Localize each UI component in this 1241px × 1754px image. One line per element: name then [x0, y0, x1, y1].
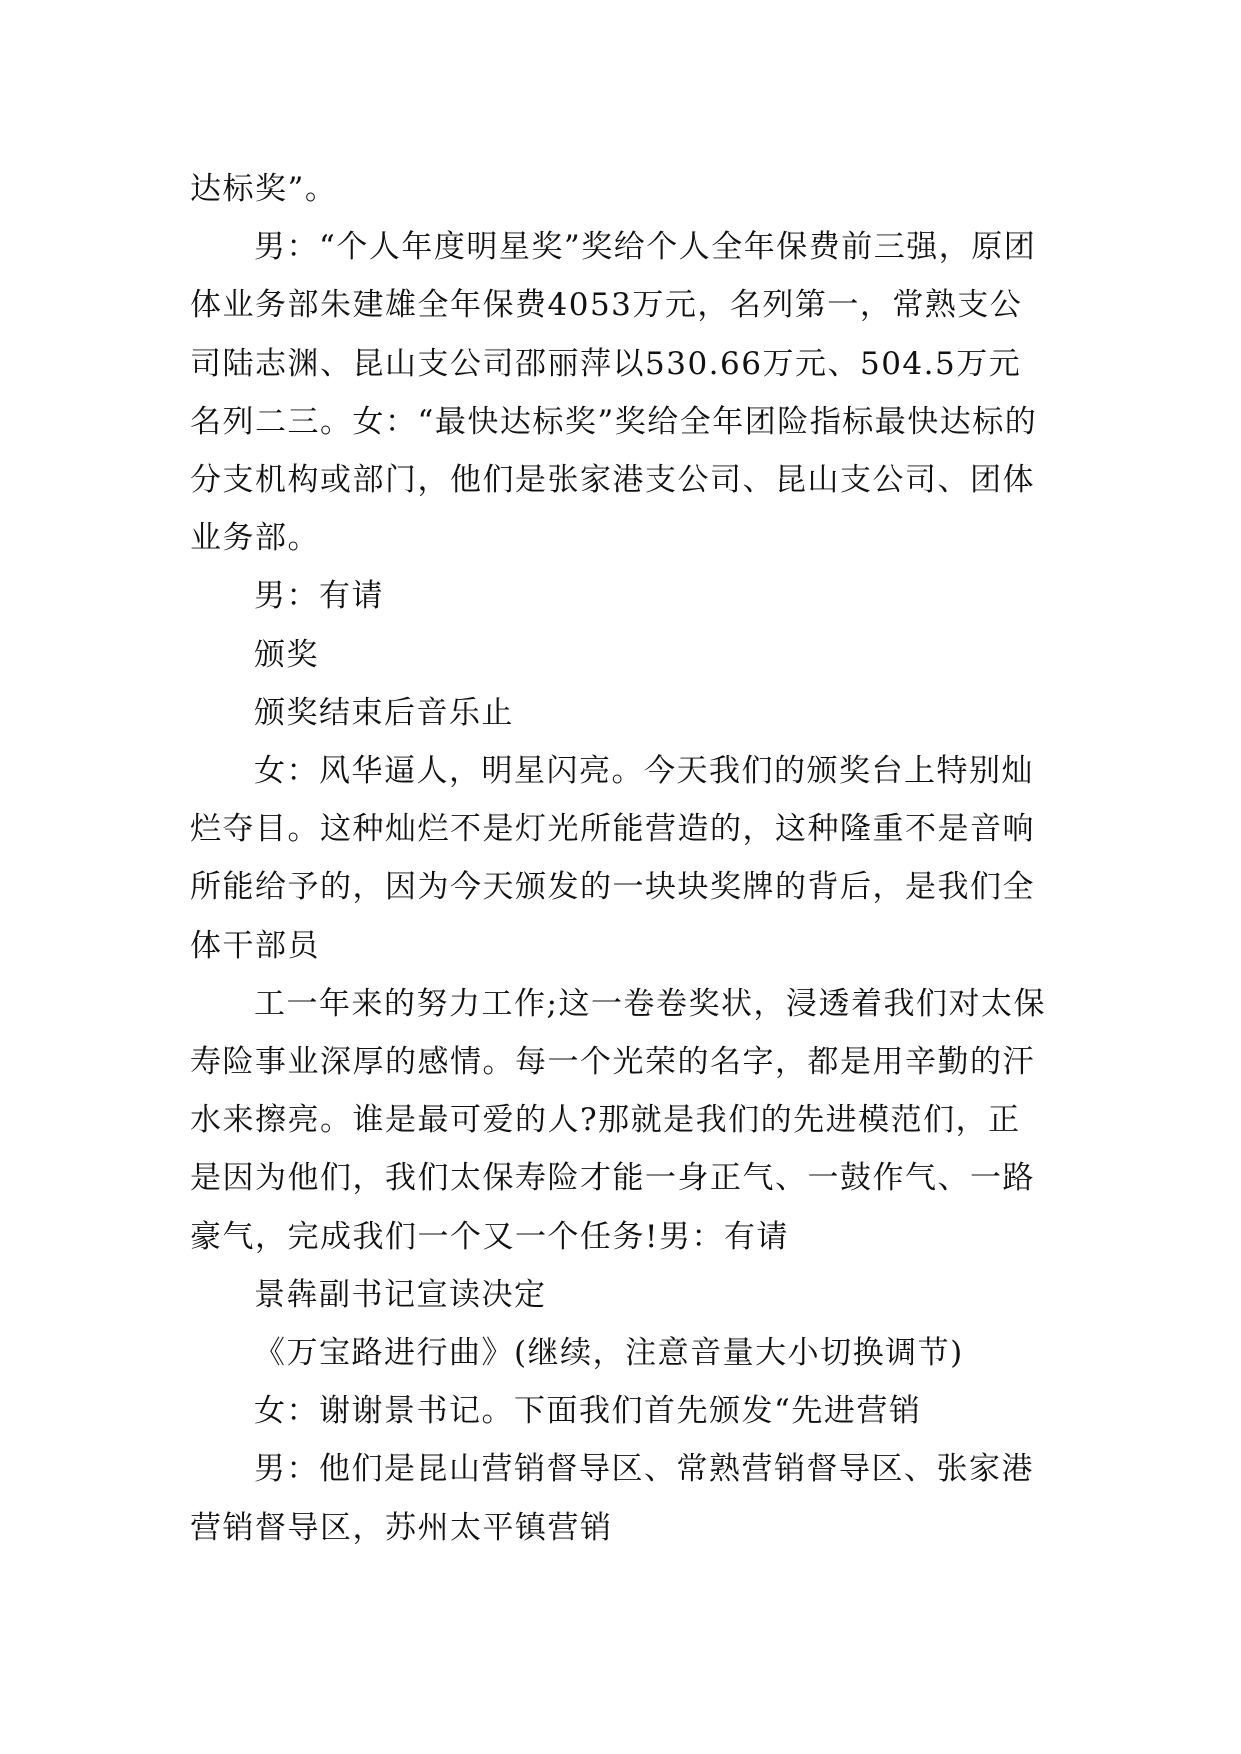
paragraph-thanks: 女：谢谢景书记。下面我们首先颁发“先进营销	[254, 1393, 922, 1430]
paragraph-marketing-areas: 男：他们是昆山营销督导区、常熟营销督导区、张家港营销督导区，苏州太平镇营销	[190, 1451, 1034, 1546]
paragraph-music-stop: 颁奖结束后音乐止	[254, 694, 514, 731]
paragraph-star-award: 男：“个人年度明星奖”奖给个人全年保费前三强，原团体业务部朱建雄全年保费4053万元，名列第一，常熟支公司陆志渊、昆山支公司邵丽萍以530.66万元、504.5万元名列二三。女：“最快达标奖”奖给全年团险指标最快达标的分支机构或部门，他们是张家港支公司、昆山支公司、团体业务部。	[190, 229, 1038, 557]
paragraph-continuation: 达标奖”。	[190, 171, 338, 207]
document-body	[190, 160, 1050, 1557]
paragraph-staff-effort: 工一年来的努力工作;这一卷卷奖状，浸透着我们对太保寿险事业深厚的感情。每一个光荣的名字，都是用辛勤的汗水来擦亮。谁是最可爱的人?那就是我们的先进模范们，正是因为他们，我们太保寿险才能一身正气、一鼓作气、一路豪气，完成我们一个又一个任务!男：有请	[190, 985, 1046, 1255]
paragraph-award-ceremony: 颁奖	[254, 636, 319, 673]
paragraph-music-cue: 《万宝路进行曲》(继续，注意音量大小切换调节)	[254, 1335, 964, 1372]
paragraph-invite-1: 男：有请	[254, 578, 384, 615]
paragraph-female-speech: 女：风华逼人，明星闪亮。今天我们的颁奖台上特别灿烂夺目。这种灿烂不是灯光所能营造的，这种隆重不是音响所能给予的，因为今天颁发的一块块奖牌的背后，是我们全体干部员	[190, 753, 1035, 964]
paragraph-decision-reading: 景犇副书记宣读决定	[254, 1276, 547, 1313]
